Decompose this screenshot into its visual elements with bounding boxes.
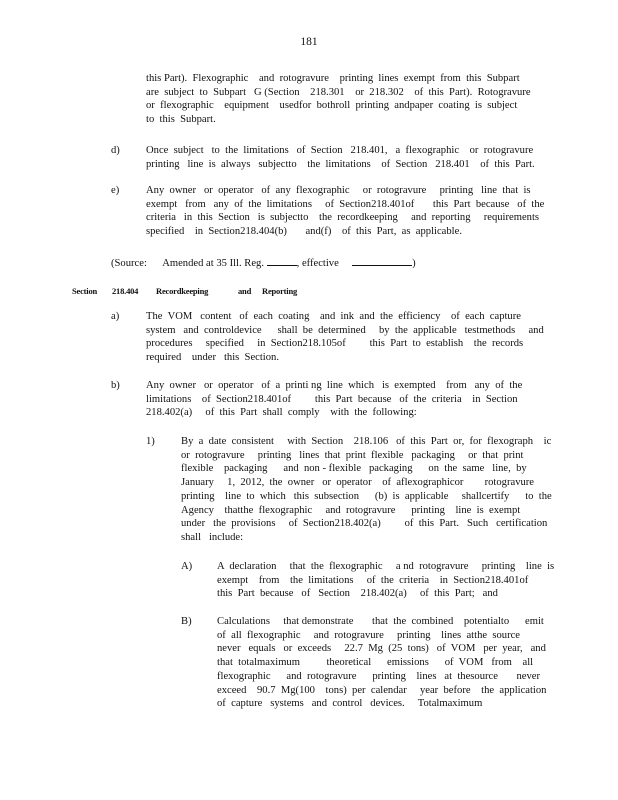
source-open: (Source: xyxy=(111,258,147,269)
item-e-text xyxy=(146,184,545,239)
text-line: Once subject to the limitations of Section 218.401, a flexographic or rotogravure xyxy=(146,145,534,156)
text-line: exempt from any of the limitations of Section218.401of this Part because of the xyxy=(146,198,545,210)
text-line: this Part). Flexographic and rotogravure printing lines exempt from this Subpart xyxy=(146,73,520,84)
text-line: system and controldevice shall be determined by the applicable testmethods and xyxy=(146,324,544,336)
item-d-text xyxy=(146,144,535,171)
page-number: 181 xyxy=(300,36,318,48)
text-line: of all flexographic and rotogravure printing lines atthe source xyxy=(217,629,521,641)
source-close: ) xyxy=(412,258,416,269)
item-b-label: b) xyxy=(111,380,120,391)
item-a-label: a) xyxy=(111,311,120,322)
text-line: criteria in this Section is subjectto the recordkeeping and reporting requirements xyxy=(146,212,540,224)
item-A-text xyxy=(217,560,555,601)
text-line: of capture systems and control devices. Totalmaximum xyxy=(217,698,483,710)
source-note xyxy=(111,254,416,271)
text-line: that totalmaximum theoretical emissions of VOM from all xyxy=(217,657,534,669)
effective-date-blank xyxy=(352,254,412,266)
text-line: The VOM content of each coating and ink and the efficiency of each capture xyxy=(146,311,521,322)
item-d-label: d) xyxy=(111,145,120,156)
text-line: under the provisions of Section218.402(a) of this Part. Such certification xyxy=(181,518,548,530)
text-line: Agency thatthe flexographic and rotogravure printing line is exempt xyxy=(181,504,521,516)
text-line: never equals or exceeds 22.7 Mg (25 tons) of VOM per year, and xyxy=(217,643,546,655)
text-line: 218.402(a) of this Part shall comply with the following: xyxy=(146,407,417,419)
text-line: exempt from the limitations of the criteria in Section218.401of xyxy=(217,574,529,586)
text-line: this Part because of Section 218.402(a) of this Part; and xyxy=(217,588,498,600)
source-amended: Amended at 35 Ill. Reg. xyxy=(162,258,264,269)
item-e-label: e) xyxy=(111,185,120,196)
text-line: Any owner or operator of a printi ng line which is exempted from any of the xyxy=(146,380,523,391)
item-B-text xyxy=(217,615,547,711)
section-title-part1: Recordkeeping xyxy=(156,286,209,296)
item-b1-text xyxy=(181,435,552,545)
text-line: Any owner or operator of any flexographic or rotogravure printing line that is xyxy=(146,185,531,196)
text-line: printing line to which this subsection (b) is applicable shallcertify to the xyxy=(181,490,552,502)
text-line: are subject to Subpart G (Section 218.301 or 218.302 of this Part). Rotogravure xyxy=(146,86,531,98)
section-number: 218.404 xyxy=(112,286,139,296)
text-line: A declaration that the flexographic a nd rotogravure printing line is xyxy=(217,561,555,572)
text-line: January 1, 2012, the owner or operator of aflexographicor rotogravure xyxy=(181,477,535,489)
text-line: exceed 90.7 Mg(100 tons) per calendar year before the application xyxy=(217,684,547,696)
text-line: limitations of Section218.401of this Part because of the criteria in Section xyxy=(146,393,518,405)
text-line: By a date consistent with Section 218.106 of this Part or, for flexograph ic xyxy=(181,436,552,447)
text-line: specified in Section218.404(b) and(f) of this Part, as applicable. xyxy=(146,226,462,238)
text-line: printing line is always subjectto the limitations of Section 218.401 of this Part. xyxy=(146,158,535,170)
item-a-text xyxy=(146,310,544,365)
text-line: procedures specified in Section218.105of this Part to establish the records xyxy=(146,338,524,350)
section-title-part3: Reporting xyxy=(262,286,298,296)
item-A-label: A) xyxy=(181,561,193,572)
item-b1-label: 1) xyxy=(146,436,155,447)
intro-paragraph xyxy=(146,72,531,127)
text-line: flexographic and rotogravure printing lines at thesource never xyxy=(217,670,541,682)
register-blank xyxy=(267,254,297,266)
text-line: Calculations that demonstrate that the combined potentialto emit xyxy=(217,616,544,627)
text-line: shall include: xyxy=(181,531,244,543)
text-line: required under this Section. xyxy=(146,352,279,364)
item-b-text xyxy=(146,379,526,420)
text-line: or rotogravure printing lines that print flexible packaging or that print xyxy=(181,449,524,461)
section-word: Section xyxy=(72,286,98,296)
text-line: or flexographic equipment usedfor bothroll printing andpaper coating is subject xyxy=(146,100,518,112)
section-title-part2: and xyxy=(238,286,252,296)
text-line: to this Subpart. xyxy=(146,114,216,126)
text-line: flexible packaging and non - flexible packaging on the same line, by xyxy=(181,463,527,475)
source-effective: , effective xyxy=(296,258,339,269)
item-B-label: B) xyxy=(181,616,192,627)
